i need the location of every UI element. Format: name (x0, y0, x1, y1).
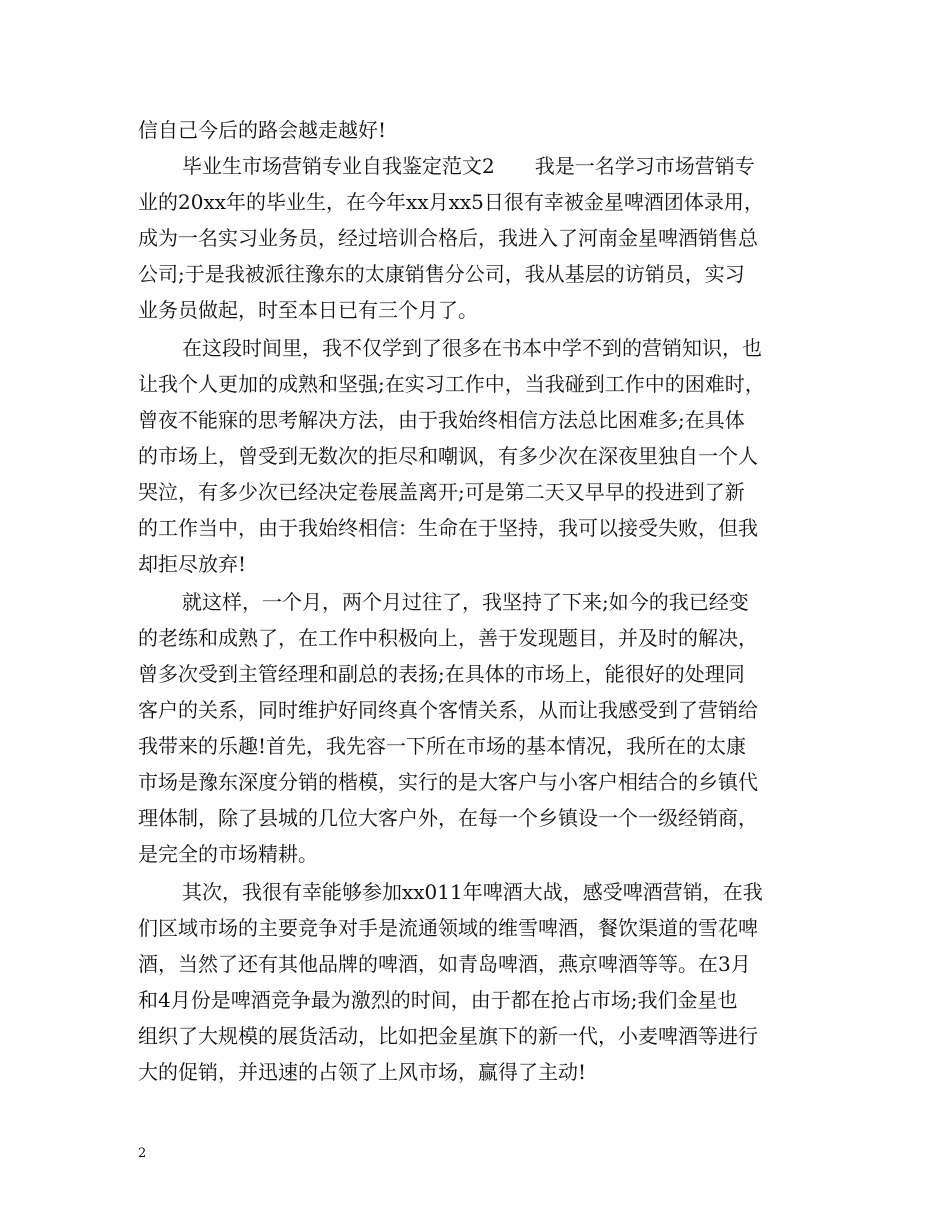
text-line: 信自己今后的路会越走越好! (138, 118, 387, 142)
text-line: 其次，我很有幸能够参加xx011年啤酒大战，感受啤酒营销，在我 (182, 880, 763, 904)
text-line: 组织了大规模的展货活动，比如把金星旗下的新一代，小麦啤酒等进行 (138, 1024, 758, 1048)
page-number: 2 (138, 1146, 147, 1161)
text-line: 毕业生市场营销专业自我鉴定范文2 我是一名学习市场营销专 (182, 154, 755, 178)
text-line: 们区域市场的主要竞争对手是流通领域的维雪啤酒，餐饮渠道的雪花啤 (138, 916, 758, 940)
text-line: 成为一名实习业务员，经过培训合格后，我进入了河南金星啤酒销售总 (138, 226, 758, 250)
text-line: 我带来的乐趣!首先，我先容一下所在市场的基本情况，我所在的太康 (138, 734, 747, 758)
text-line: 业务员做起，时至本日已有三个月了。 (138, 298, 478, 322)
text-line: 却拒尽放弃! (138, 552, 247, 576)
text-line: 的老练和成熟了，在工作中积极向上，善于发现题目，并及时的解决， (138, 626, 758, 650)
text-line: 大的促销，并迅速的占领了上风市场，赢得了主动! (138, 1060, 587, 1084)
text-line: 公司;于是我被派往豫东的太康销售分公司，我从基层的访销员，实习 (138, 262, 745, 286)
text-line: 业的20xx年的毕业生，在今年xx月xx5日很有幸被金星啤酒团体录用， (138, 190, 764, 214)
text-line: 曾多次受到主管经理和副总的表扬;在具体的市场上，能很好的处理同 (138, 662, 745, 686)
text-line: 理体制，除了县城的几位大客户外，在每一个乡镇设一个一级经销商， (138, 806, 758, 830)
text-line: 曾夜不能寐的思考解决方法，由于我始终相信方法总比困难多;在具体 (138, 408, 745, 432)
text-line: 就这样，一个月，两个月过往了，我坚持了下来;如今的我已经变 (182, 590, 749, 614)
text-line: 在这段时间里，我不仅学到了很多在书本中学不到的营销知识，也 (182, 336, 762, 360)
text-line: 酒，当然了还有其他品牌的啤酒，如青岛啤酒，燕京啤酒等等。在3月 (138, 952, 751, 976)
text-line: 客户的关系，同时维护好同终真个客情关系，从而让我感受到了营销给 (138, 698, 758, 722)
text-line: 哭泣，有多少次已经决定卷展盖离开;可是第二天又早早的投进到了新 (138, 480, 745, 504)
text-line: 和4月份是啤酒竞争最为激烈的时间，由于都在抢占市场;我们金星也 (138, 988, 738, 1012)
text-line: 让我个人更加的成熟和坚强;在实习工作中，当我碰到工作中的困难时， (138, 372, 765, 396)
text-line: 的市场上，曾受到无数次的拒尽和嘲讽，有多少次在深夜里独自一个人 (138, 444, 758, 468)
text-line: 是完全的市场精耕。 (138, 842, 318, 866)
text-line: 市场是豫东深度分销的楷模，实行的是大客户与小客户相结合的乡镇代 (138, 770, 758, 794)
text-line: 的工作当中，由于我始终相信：生命在于坚持，我可以接受失败，但我 (138, 516, 758, 540)
